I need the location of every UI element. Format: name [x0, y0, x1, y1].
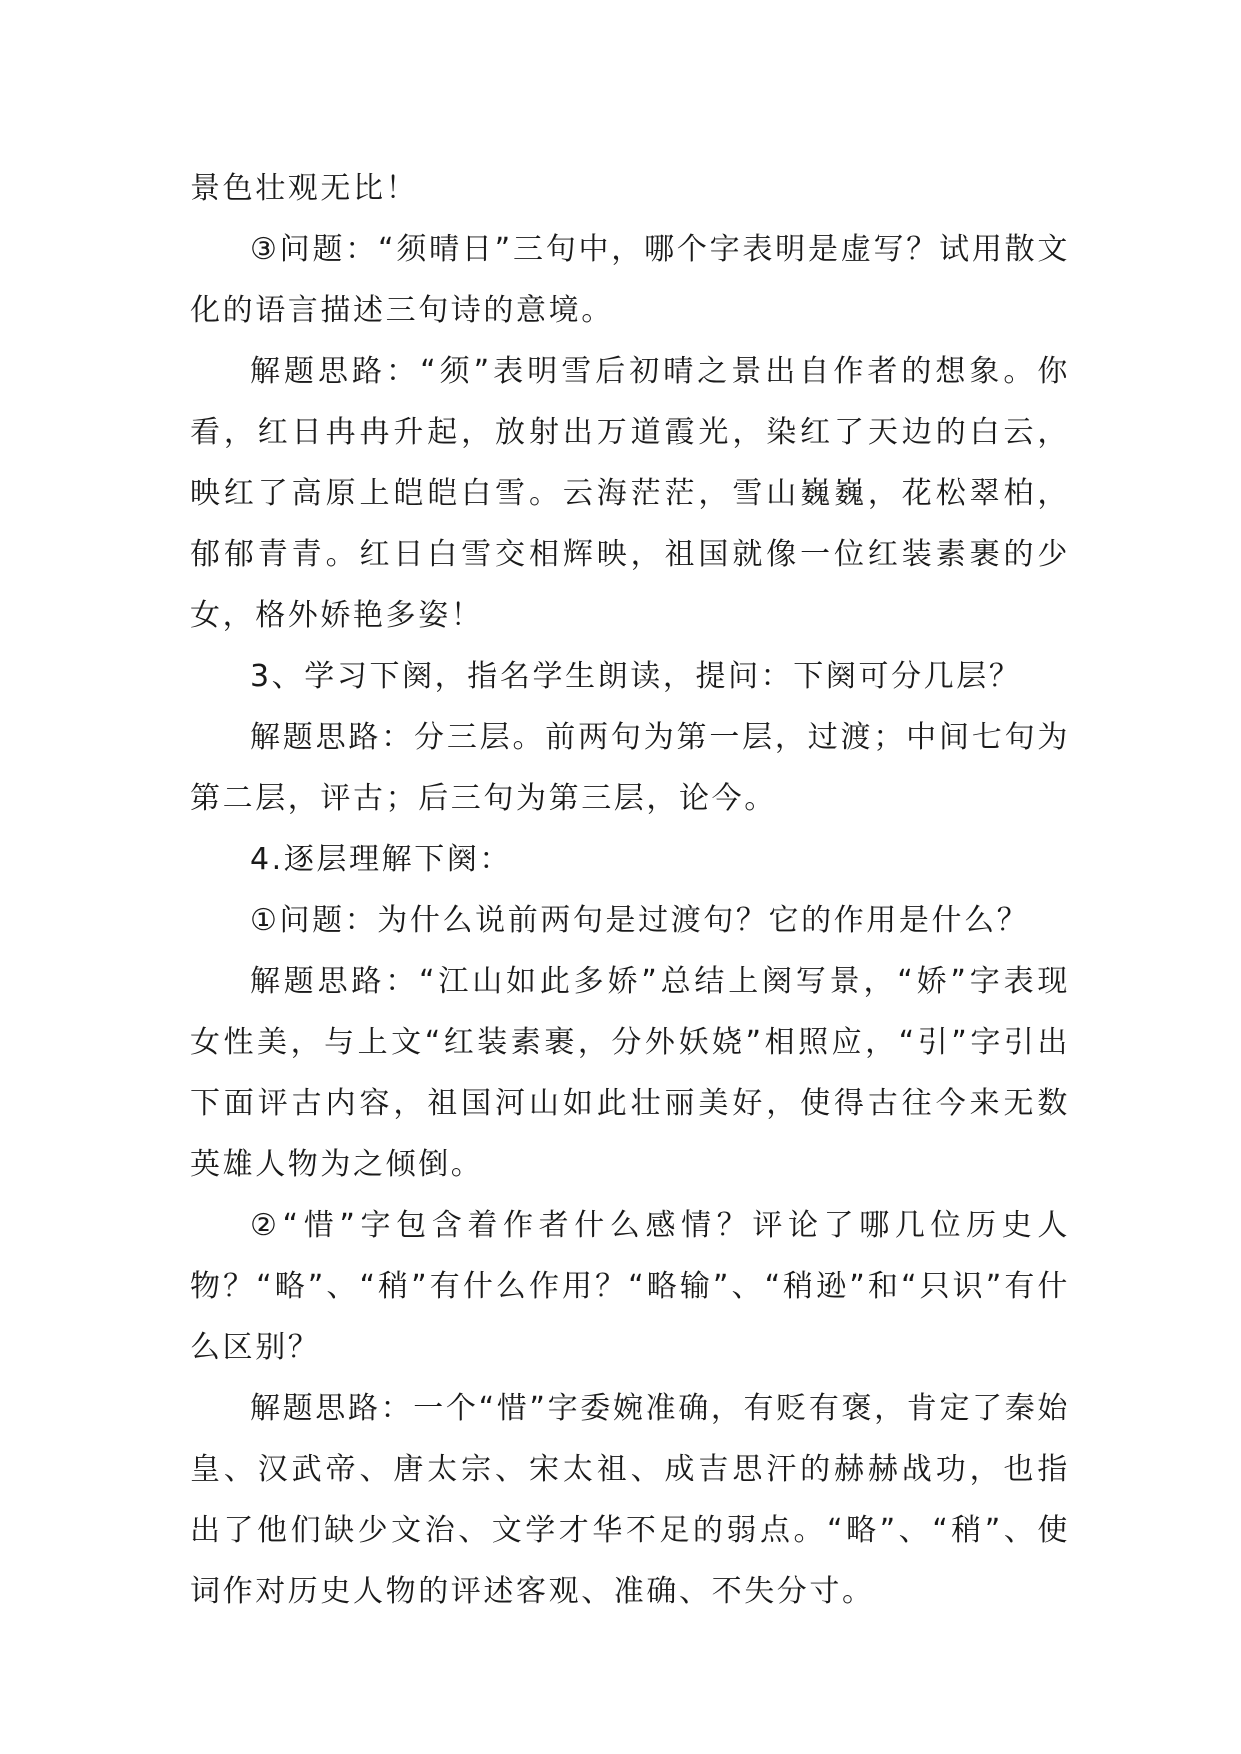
- paragraph-answer-1: 解题思路：“江山如此多娇”总结上阕写景，“娇”字表现女性美，与上文“红装素裹，分外妖娆”相照应，“引”字引出下面评古内容，祖国河山如此壮丽美好，使得古往今来无数英雄人物为之倾倒。: [190, 964, 1070, 1182]
- document-body: [190, 158, 1070, 1622]
- paragraph-answer-step-3: 解题思路：分三层。前两句为第一层，过渡；中间七句为第二层，评古；后三句为第三层，论今。: [190, 720, 1070, 816]
- paragraph-step-3: 3、学习下阕，指名学生朗读，提问：下阕可分几层？: [250, 659, 1022, 694]
- paragraph-step-4: 4.逐层理解下阕：: [250, 842, 513, 877]
- paragraph-answer-3: 解题思路：“须”表明雪后初晴之景出自作者的想象。你看，红日冉冉升起，放射出万道霞光，染红了天边的白云，映红了高原上皑皑白雪。云海茫茫，雪山巍巍，花松翠柏，郁郁青青。红日白雪交相辉映，祖国就像一位红装素裹的少女，格外娇艳多姿！: [190, 354, 1070, 633]
- paragraph-question-2: ②“惜”字包含着作者什么感情？评论了哪几位历史人物？“略”、“稍”有什么作用？“略输”、“稍逊”和“只识”有什么区别？: [190, 1208, 1070, 1365]
- paragraph-question-1: ①问题：为什么说前两句是过渡句？它的作用是什么？: [250, 903, 1030, 938]
- paragraph-question-3: ③问题：“须晴日”三句中，哪个字表明是虚写？试用散文化的语言描述三句诗的意境。: [190, 232, 1070, 328]
- paragraph-answer-2: 解题思路：一个“惜”字委婉准确，有贬有褒，肯定了秦始皇、汉武帝、唐太宗、宋太祖、成吉思汗的赫赫战功，也指出了他们缺少文治、文学才华不足的弱点。“略”、“稍”、使词作对历史人物的评述客观、准确、不失分寸。: [190, 1391, 1070, 1609]
- paragraph-scene-ending: 景色壮观无比！: [190, 171, 419, 206]
